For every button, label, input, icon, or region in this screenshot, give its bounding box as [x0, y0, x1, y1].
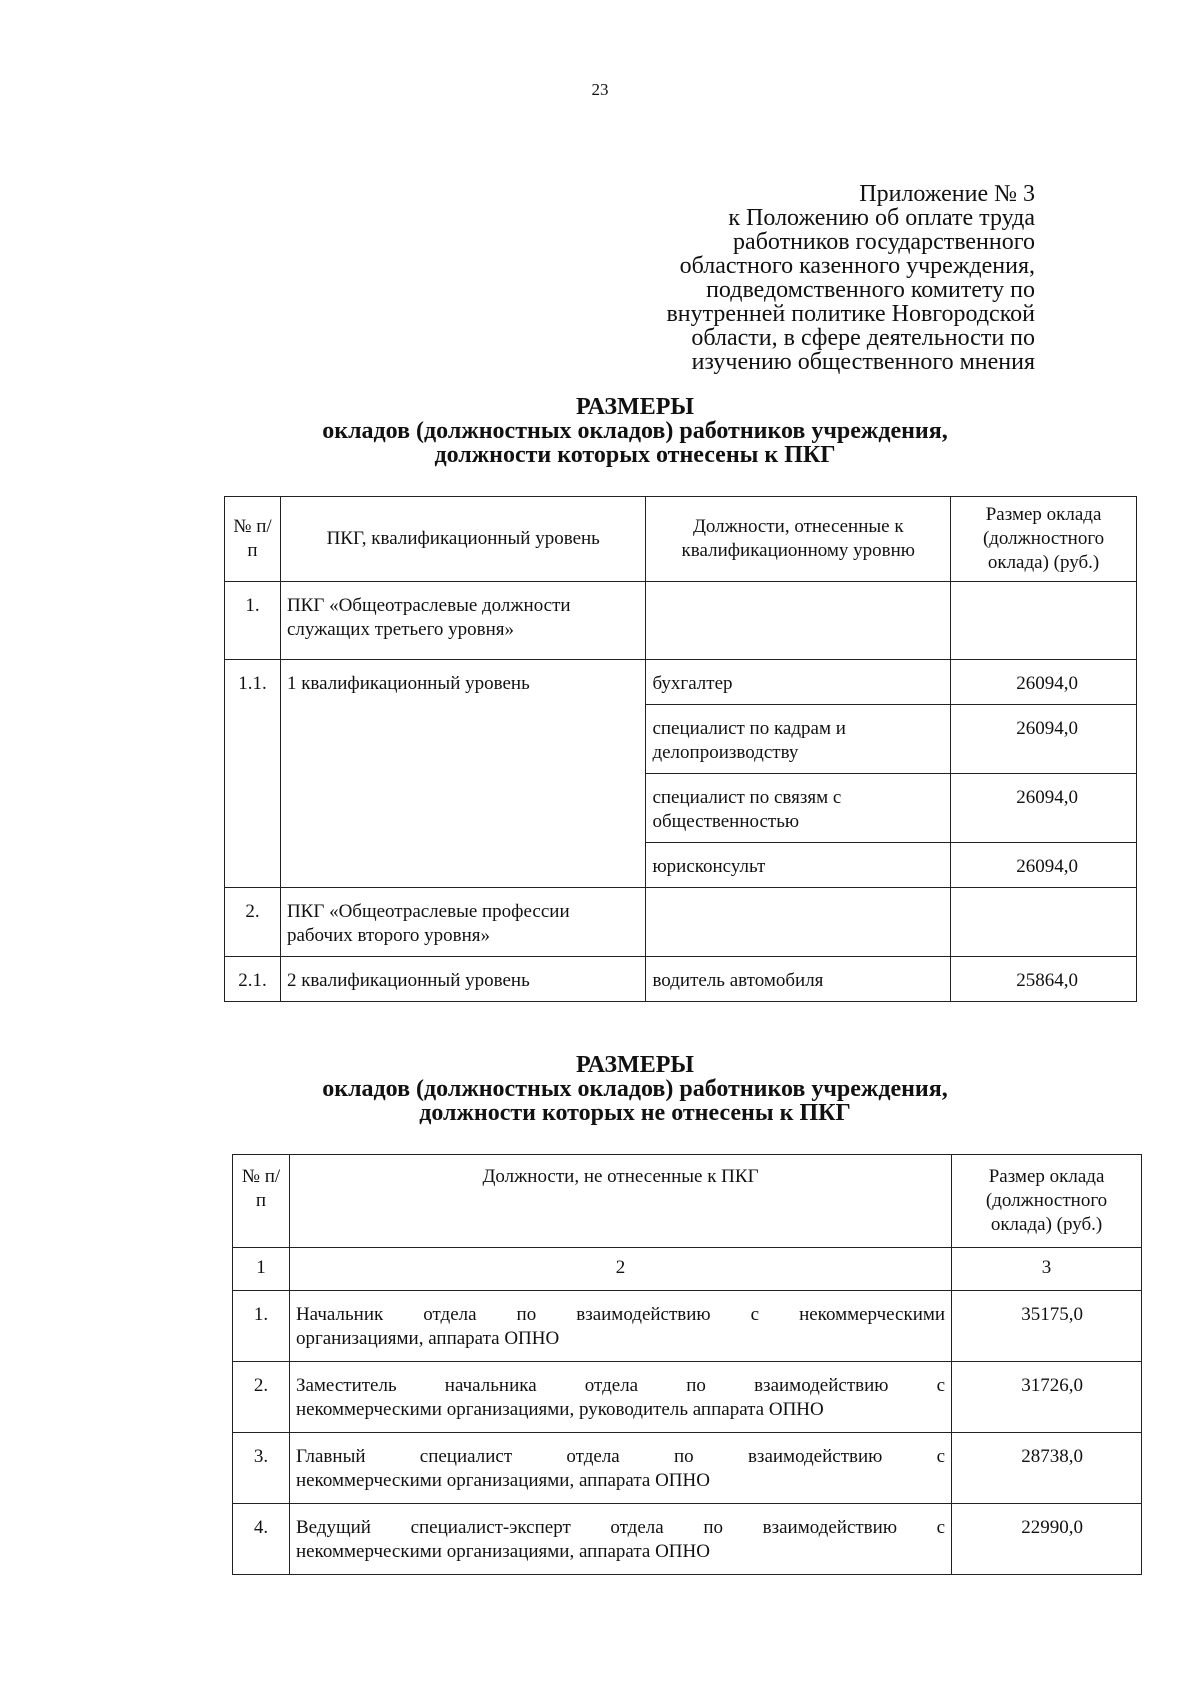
table-row — [233, 1504, 1142, 1575]
row-position-line1: Главный специалист отдела по взаимодействию с — [295, 1446, 946, 1467]
section2-title: РАЗМЕРЫ — [576, 1052, 694, 1078]
row-position — [289, 1504, 951, 1575]
header-positions: Должности, отнесенные к квалификационному уровню — [646, 497, 951, 582]
column-number: 2 — [289, 1248, 951, 1291]
row-position-line1: Заместитель начальника отдела по взаимодействию с — [295, 1375, 946, 1396]
table-row — [233, 1291, 1142, 1362]
row-salary: 26094,0 — [951, 843, 1137, 888]
row-num: 2.1. — [225, 957, 281, 1002]
table-row — [233, 1362, 1142, 1433]
row-positions — [646, 888, 951, 957]
row-salary: 25864,0 — [951, 957, 1137, 1002]
row-salary: 26094,0 — [951, 705, 1137, 774]
header-salary: Размер оклада (должностного оклада) (руб.) — [951, 497, 1137, 582]
row-num: 4. — [233, 1504, 290, 1575]
row-positions — [646, 582, 951, 660]
header-group: ПКГ, квалификационный уровень — [280, 497, 646, 582]
column-numbers-row — [233, 1248, 1142, 1291]
row-position: юрисконсульт — [646, 843, 951, 888]
row-group: ПКГ «Общеотраслевые должности служащих третьего уровня» — [280, 582, 646, 660]
appendix-line: областного казенного учреждения, — [679, 253, 1035, 279]
row-salary: 22990,0 — [952, 1504, 1142, 1575]
row-group: 2 квалификационный уровень — [280, 957, 646, 1002]
section1-title: РАЗМЕРЫ — [576, 394, 694, 420]
header-salary: Размер оклада (должностного оклада) (руб.) — [952, 1155, 1142, 1248]
row-position-line1: Начальник отдела по взаимодействию с некоммерческими — [295, 1304, 946, 1325]
row-position — [289, 1433, 951, 1504]
table-row — [225, 660, 1137, 705]
row-group: 1 квалификационный уровень — [280, 660, 646, 888]
table-header-row — [225, 497, 1137, 582]
header-num: № п/п — [225, 497, 281, 582]
appendix-line: к Положению об оплате труда — [728, 205, 1035, 231]
appendix-line: работников государственного — [733, 229, 1035, 255]
appendix-reference — [475, 182, 1035, 374]
row-position-line2: некоммерческими организациями, руководитель аппарата ОПНО — [295, 1399, 824, 1420]
row-position: бухгалтер — [646, 660, 951, 705]
row-num: 1. — [225, 582, 281, 660]
row-position — [289, 1291, 951, 1362]
table-row — [233, 1433, 1142, 1504]
row-num: 1. — [233, 1291, 290, 1362]
table-row — [225, 888, 1137, 957]
page-number: 23 — [591, 80, 609, 99]
appendix-line: Приложение № 3 — [859, 181, 1035, 207]
appendix-line: подведомственного комитету по — [706, 277, 1035, 303]
row-position: специалист по кадрам и делопроизводству — [646, 705, 951, 774]
row-position-line2: некоммерческими организациями, аппарата ОПНО — [295, 1541, 710, 1562]
row-salary — [951, 888, 1137, 957]
row-num: 2. — [225, 888, 281, 957]
column-number: 1 — [233, 1248, 290, 1291]
header-positions: Должности, не отнесенные к ПКГ — [289, 1155, 951, 1248]
row-num: 3. — [233, 1433, 290, 1504]
section2-heading — [200, 1053, 1070, 1125]
row-group: ПКГ «Общеотраслевые профессии рабочих второго уровня» — [280, 888, 646, 957]
row-num: 2. — [233, 1362, 290, 1433]
section2-subtitle-line2: должности которых не отнесены к ПКГ — [419, 1100, 851, 1126]
row-position-line1: Ведущий специалист-эксперт отдела по взаимодействию с — [295, 1517, 946, 1538]
table-header-row — [233, 1155, 1142, 1248]
row-position: водитель автомобиля — [646, 957, 951, 1002]
section2-subtitle-line1: окладов (должностных окладов) работников учреждения, — [322, 1076, 948, 1102]
row-position-line2: некоммерческими организациями, аппарата ОПНО — [295, 1470, 710, 1491]
row-salary: 26094,0 — [951, 660, 1137, 705]
appendix-line: изучению общественного мнения — [691, 349, 1035, 375]
header-num: № п/п — [233, 1155, 290, 1248]
row-salary: 28738,0 — [952, 1433, 1142, 1504]
section1-subtitle-line2: должности которых отнесены к ПКГ — [434, 442, 836, 468]
column-number: 3 — [952, 1248, 1142, 1291]
row-num: 1.1. — [225, 660, 281, 888]
appendix-line: внутренней политике Новгородской — [666, 301, 1035, 327]
row-salary: 26094,0 — [951, 774, 1137, 843]
row-salary: 31726,0 — [952, 1362, 1142, 1433]
non-pkg-salary-table — [232, 1154, 1142, 1575]
pkg-salary-table — [224, 496, 1137, 1002]
row-salary — [951, 582, 1137, 660]
row-position-line2: организациями, аппарата ОПНО — [295, 1328, 560, 1349]
table-row — [225, 582, 1137, 660]
appendix-line: области, в сфере деятельности по — [691, 325, 1035, 351]
row-position: специалист по связям с общественностью — [646, 774, 951, 843]
section1-heading — [200, 395, 1070, 467]
row-position — [289, 1362, 951, 1433]
row-salary: 35175,0 — [952, 1291, 1142, 1362]
section1-subtitle-line1: окладов (должностных окладов) работников учреждения, — [322, 418, 948, 444]
table-row — [225, 957, 1137, 1002]
